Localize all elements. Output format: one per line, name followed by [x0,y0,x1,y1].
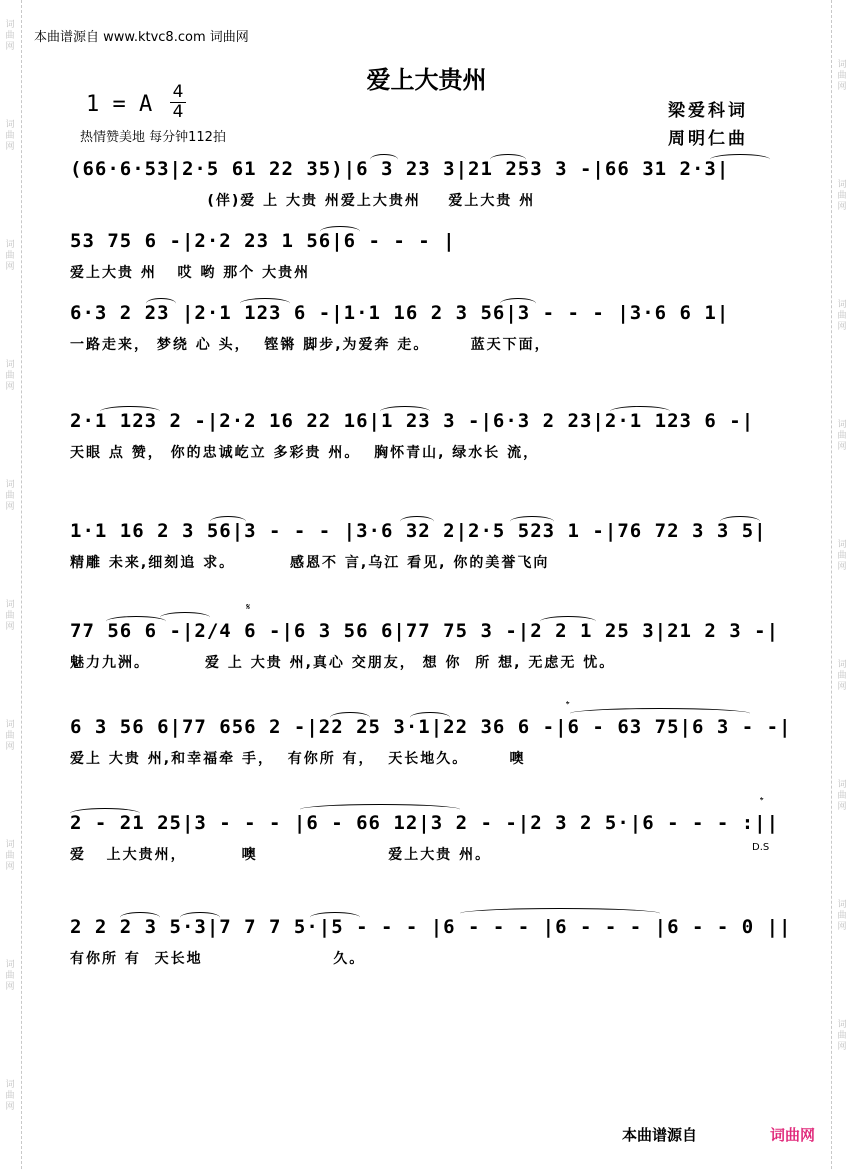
lyrics-line: 魅力九洲。 爱 上 大贵 州,真心 交朋友， 想 你 所 想, 无虑无 忧。 [70,655,616,671]
time-signature-top: 4 [172,82,184,102]
watermark-left-8: 词曲网 [5,840,15,872]
source-header: 本曲谱源自 www.ktvc8.com 词曲网 [34,30,249,45]
watermark-left-6: 词曲网 [5,600,15,632]
lyrics-line: 有你所 有 天长地 久。 [70,951,366,967]
watermark-left-2: 词曲网 [5,120,15,152]
coda-mark: 𝄌 [760,796,764,807]
right-margin-strip [831,0,853,1169]
lyrics-line: 精雕 未来,细刻追 求。 感恩不 言,乌江 看见, 你的美誉飞向 [70,555,550,571]
watermark-right-9: 词曲网 [837,1020,847,1052]
notes-line: 2·1 123 2 -|2·2 16 22 16|1 23 3 -|6·3 2 23|2·1 123 6 -| [70,410,755,432]
lyrics-line: 爱上大贵 州 哎 哟 那个 大贵州 [70,265,311,281]
notes-line: 6·3 2 23 |2·1 123 6 -|1·1 16 2 3 56|3 - - - |3·6 6 1| [70,302,730,324]
notes-line: 6 3 56 6|77 656 2 -|22 25 3·1|22 36 6 -|6 - 63 75|6 3 - -| [70,716,792,738]
watermark-right-1: 词曲网 [837,60,847,92]
song-title: 爱上大贵州 [366,66,487,94]
watermark-left-7: 词曲网 [5,720,15,752]
notes-line: (66·6·53|2·5 61 22 35)|6 3 23 3|21 253 3 -|66 31 2·3| [70,158,730,180]
key-signature: 1 = A [86,92,153,117]
lyrics-line: 一路走来， 梦绕 心 头， 铿锵 脚步,为爱奔 走。 蓝天下面， [70,337,551,353]
footer-logo: 词曲网 [770,1126,816,1144]
notes-line: 1·1 16 2 3 56|3 - - - |3·6 32 2|2·5 523 1 -|76 72 3 3 5| [70,520,767,542]
lyricist-credit: 梁爱科词 [668,101,748,121]
watermark-right-6: 词曲网 [837,660,847,692]
composer-credit: 周明仁曲 [668,129,748,149]
watermark-left-3: 词曲网 [5,240,15,272]
lyrics-line: (伴)爱 上 大贵 州爱上大贵州 爱上大贵 州 [70,193,536,209]
segno-mark: 𝄋 [246,602,251,613]
left-margin-strip [0,0,22,1169]
time-signature [170,84,186,121]
watermark-right-4: 词曲网 [837,420,847,452]
watermark-right-7: 词曲网 [837,780,847,812]
lyrics-line: 爱 上大贵州， 噢 爱上大贵 州。 [70,847,492,863]
watermark-left-1: 词曲网 [5,20,15,52]
ds-mark: D.S [752,842,770,853]
watermark-left-4: 词曲网 [5,360,15,392]
tempo-marking: 热情赞美地 每分钟112拍 [80,130,226,145]
time-signature-bottom: 4 [172,102,184,122]
notes-line: 2 - 21 25|3 - - - |6 - 66 12|3 2 - -|2 3 2 5·|6 - - - :|| [70,812,780,834]
watermark-right-2: 词曲网 [837,180,847,212]
notes-line: 2 2 2 3 5·3|7 7 7 5·|5 - - - |6 - - - |6 - - - |6 - - 0 || [70,916,792,938]
watermark-left-10: 词曲网 [5,1080,15,1112]
watermark-left-9: 词曲网 [5,960,15,992]
watermark-left-5: 词曲网 [5,480,15,512]
watermark-right-8: 词曲网 [837,900,847,932]
coda-mark: 𝄌 [566,700,570,711]
notes-line: 53 75 6 -|2·2 23 1 56|6 - - - | [70,230,456,252]
footer-source: 本曲谱源自 [622,1126,698,1144]
lyrics-line: 爱上 大贵 州,和幸福牵 手， 有你所 有， 天长地久。 噢 [70,751,526,767]
lyrics-line: 天眼 点 赞， 你的忠诚屹立 多彩贵 州。 胸怀青山, 绿水长 流， [70,445,540,461]
watermark-right-5: 词曲网 [837,540,847,572]
notes-line: 77 56 6 -|2/4 6 -|6 3 56 6|77 75 3 -|2 2 1 25 3|21 2 3 -| [70,620,780,642]
watermark-right-3: 词曲网 [837,300,847,332]
